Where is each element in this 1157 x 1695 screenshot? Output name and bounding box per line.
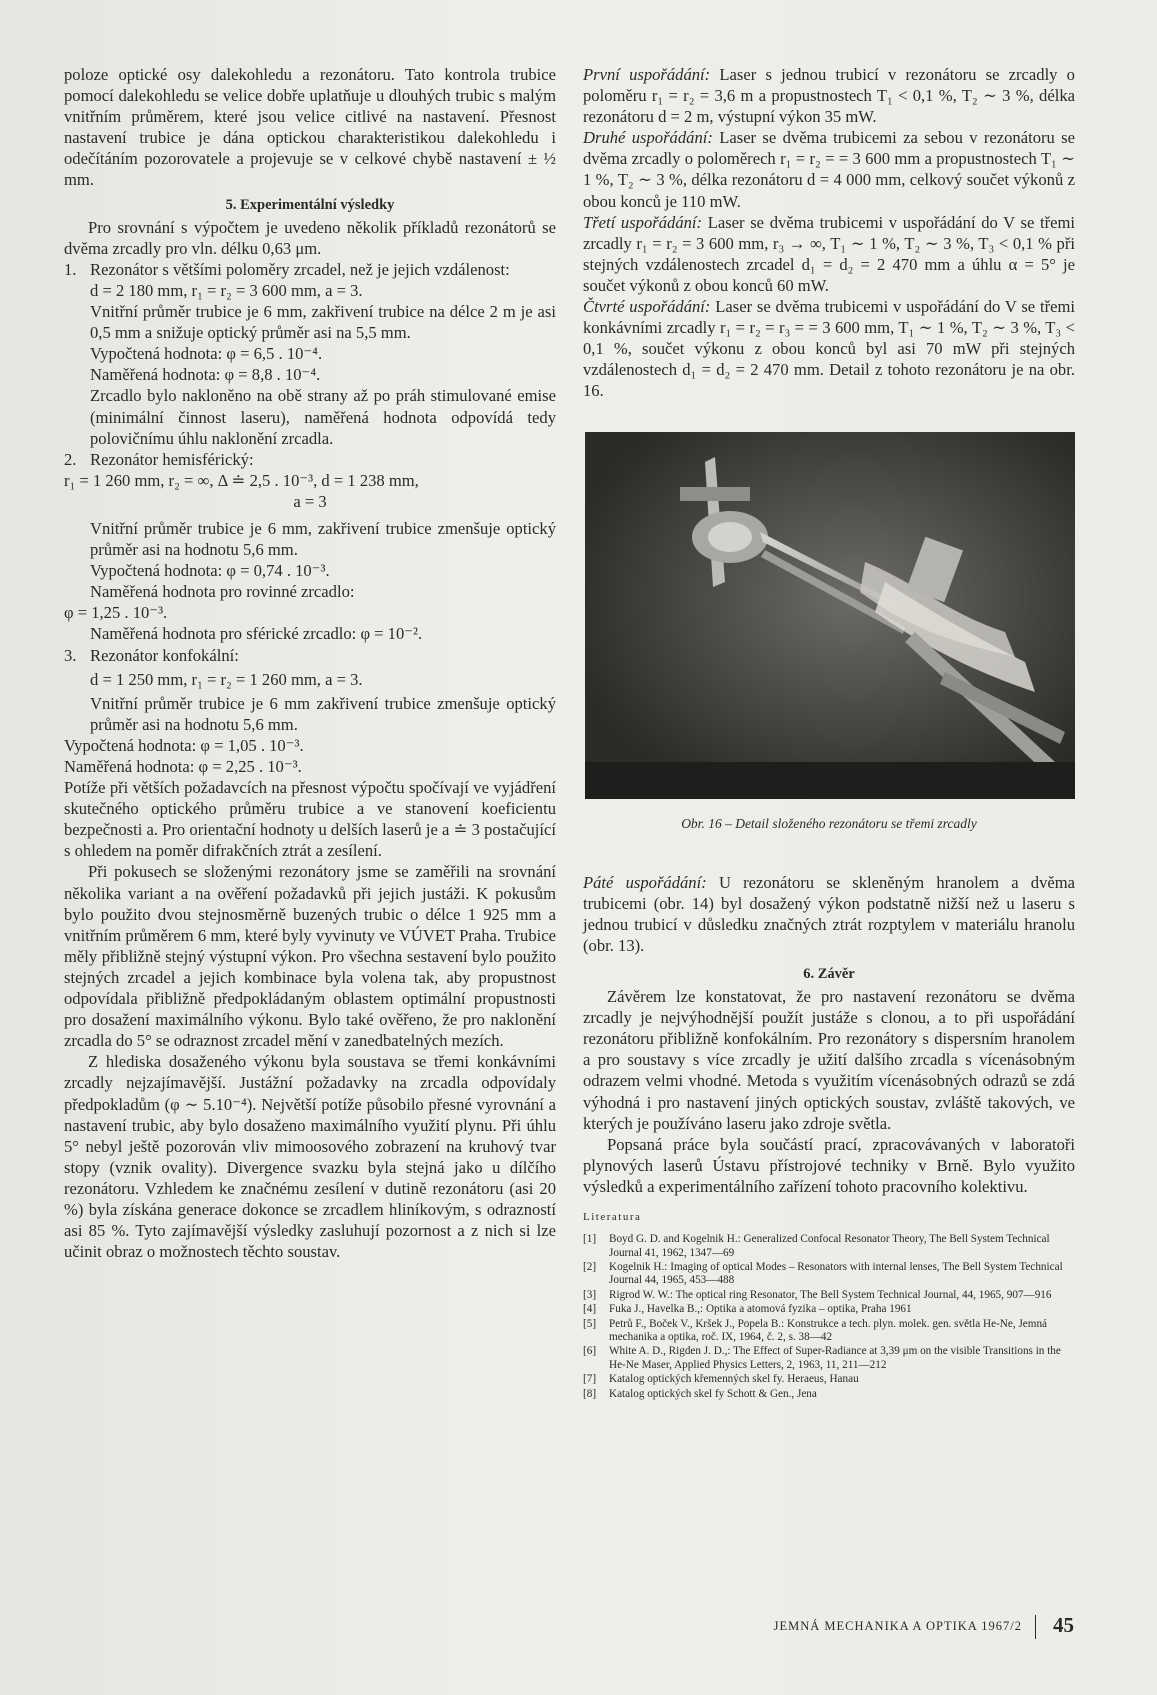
section-heading-6: 6. Závěr (803, 965, 855, 982)
list-item-3 (64, 645, 556, 666)
reference-text: Kogelnik H.: Imaging of optical Modes – Resonators with internal lenses, The Bell System Technical Journal 44, 1965, 453—488 (609, 1260, 1063, 1287)
arrangement-text: Laser se dvěma trubicemi v uspořádání do V se třemi konkávními zrcadly r₁ = r₂ = r₃ = = 3 600 mm, T₁ ∼ 1 %, T₂ ∼ 3 %, T₃ < 0,1 %, součet výkonu z obou konců byl asi 70 mW při stejných vzdálenostech d₁ = d₂ = 2 470 mm. Detail z tohoto rezonátoru je na obr. 16. (583, 297, 1075, 401)
reference-number: [5] (583, 1317, 597, 1330)
resonator-photo-image (585, 432, 1075, 799)
reference-item (583, 1261, 1075, 1288)
calculated-value: Vypočtená hodnota: φ = 6,5 . 10⁻⁴. (90, 344, 323, 364)
item-number: 2. (64, 449, 77, 469)
arrangement-2 (583, 127, 1075, 211)
paragraph: Popsaná práce byla součástí prací, zpracovávaných v laboratoři plynových laserů Ústavu přístrojové techniky v Brně. Bylo využito výsledků a experimentálního zařízení tohoto pracovního kolektivu. (583, 1134, 1075, 1196)
arrangement-lead: Páté uspořádání: (583, 872, 707, 892)
reference-number: [8] (583, 1387, 597, 1400)
footer-divider (1035, 1615, 1036, 1639)
measured-value: φ = 1,25 . 10⁻³. (64, 603, 168, 623)
equation: d = 2 180 mm, r₁ = r₂ = 3 600 mm, a = 3. (90, 280, 363, 300)
journal-name: JEMNÁ MECHANIKA A OPTIKA 1967/2 (773, 1619, 1022, 1633)
item-number: 3. (64, 645, 77, 665)
calculated-value: Vypočtená hodnota: φ = 1,05 . 10⁻³. (64, 735, 304, 755)
arrangement-lead: Třetí uspořádání: (583, 212, 703, 232)
paragraph: Zrcadlo bylo nakloněno na obě strany až po práh stimulované emise (minimální činnost laseru), naměřená hodnota odpovídá tedy polovičnímu úhlu naklonění zrcadla. (90, 386, 556, 448)
equation: d = 1 250 mm, r₁ = r₂ = 1 260 mm, a = 3. (90, 669, 363, 689)
calculated-value: Vypočtená hodnota: φ = 0,74 . 10⁻³. (90, 561, 330, 581)
right-column (583, 64, 1075, 1402)
measured-value: Naměřená hodnota pro sférické zrcadlo: φ = 10⁻². (90, 624, 423, 644)
paragraph: Pro srovnání s výpočtem je uvedeno několik příkladů rezonátorů se dvěma zrcadly pro vln. délku 0,63 μm. (64, 217, 556, 258)
reference-text: White A. D., Rigden J. D.,: The Effect of Super-Radiance at 3,39 μm on the visible Transitions in the He-Ne Maser, Applied Physics Letters, 2, 1963, 11, 211—212 (609, 1345, 1061, 1371)
arrangement-lead: Druhé uspořádání: (583, 128, 713, 148)
reference-text: Rigrod W. W.: The optical ring Resonator, The Bell System Technical Journal, 44, 1965, 907—916 (609, 1288, 1052, 1301)
reference-item (583, 1345, 1075, 1372)
paragraph: Potíže při větších požadavcích na přesnost výpočtu spočívají ve vyjádření skutečného optického průměru trubice a ve stanovení koeficientu bezpečnosti a. Pro orientační hodnoty u delších laserů je a ≐ 3 postačující s ohledem na poměr difrakčních ztrát a zesílení. (64, 778, 556, 861)
arrangement-text: Laser se dvěma trubicemi v uspořádání do V se třemi zrcadly r₁ = r₂ = 3 600 mm, r₃ → ∞, T₁ ∼ 1 %, T₂ ∼ 3 %, T₃ < 0,1 % při stejných vzdálenostech zrcadel d₁ = d₂ = 2 470 mm a úhlu α = 5° je součet výkonů z obou konců 60 mW. (583, 212, 1075, 295)
arrangement-text: Laser se dvěma trubicemi za sebou v rezonátoru se dvěma zrcadly o poloměrech r₁ = r₂ = = 3 600 mm a propustnostech T₁ ∼ 1 %, T₂ ∼ 3 %, délka rezonátoru d = 4 000 mm, celkový součet výkonů z obou konců je 110 mW. (583, 128, 1075, 211)
reference-item (583, 1303, 1075, 1316)
paragraph: Vnitřní průměr trubice je 6 mm, zakřivení trubice na délce 2 m je asi 0,5 mm a snižuje optický průměr asi na 5,5 mm. (90, 302, 556, 343)
arrangement-text: Laser s jednou trubicí v rezonátoru se zrcadly o poloměru r₁ = r₂ = 3,6 m a propustnostech T₁ < 0,1 %, T₂ ∼ 3 %, délka rezonátoru d = 2 m, výstupní výkon 35 mW. (583, 65, 1075, 127)
measured-value: Naměřená hodnota pro rovinné zrcadlo: (90, 582, 355, 602)
reference-item (583, 1388, 1075, 1401)
equation: r₁ = 1 260 mm, r₂ = ∞, Δ ≐ 2,5 . 10⁻³, d = 1 238 mm, (64, 470, 419, 490)
reference-number: [1] (583, 1233, 597, 1246)
item-text: Rezonátor s většími poloměry zrcadel, než je jejich vzdálenost: (90, 259, 510, 279)
reference-item (583, 1289, 1075, 1302)
reference-number: [2] (583, 1260, 597, 1273)
reference-number: [7] (583, 1373, 597, 1386)
reference-number: [4] (583, 1303, 597, 1316)
reference-text: Fuka J., Havelka B.,: Optika a atomová fyzika – optika, Praha 1961 (609, 1303, 912, 1316)
reference-text: Katalog optických křemenných skel fy. Heraeus, Hanau (609, 1373, 859, 1386)
paragraph: Z hlediska dosaženého výkonu byla soustava se třemi konkávními zrcadly nejzajímavější. Justážní požadavky na zrcadla odpovídaly předpokladům (φ ∼ 5.10⁻⁴). Největší potíže působilo přesné vyrovnání a nastavení trubic, aby bylo dosaženo maximálního využití plynu. Při úhlu 5° nebyl ještě pozorován vliv mimoosového zobrazení na kruhový tvar stopy (vznik ovality). Divergence svazku byla stejná jako u dílčího rezonátoru. Vzhledem ke značnému zesílení v dutině rezonátoru (asi 20 %) byla získána generace dokonce se zrcadlem hliníkovým, s odrazností asi 85 %. Tyto zajímavější výsledky zasluhují pozornost a z nich si lze učinit obraz o možnostech těchto soustav. (64, 1052, 556, 1262)
references-list (583, 1233, 1075, 1401)
section-heading-5: 5. Experimentální výsledky (225, 196, 395, 213)
arrangement-text: U rezonátoru se skleněným hranolem a dvěma trubicemi (obr. 14) byl dosažený výkon podstatně nižší než u laseru s jednou trubicí v důsledku značných ztrát rozptylem v materiálu hranolu (obr. 13). (583, 872, 1076, 955)
list-item-1 (64, 259, 556, 280)
figure-caption: Obr. 16 – Detail složeného rezonátoru se třemi zrcadly (681, 815, 977, 831)
page-footer (760, 1611, 1080, 1641)
measured-value: Naměřená hodnota: φ = 8,8 . 10⁻⁴. (90, 365, 321, 385)
left-column (64, 64, 556, 1262)
reference-number: [3] (583, 1288, 597, 1301)
reference-number: [6] (583, 1345, 597, 1358)
paragraph: Závěrem lze konstatovat, že pro nastavení rezonátoru se dvěma zrcadly je nejvýhodnější použít justáže s clonou, a to při uspořádání rezonátoru přibližně konfokálním. Pro rezonátory s dispersním hranolem a pro soustavy s více zrcadly je užití dalšího zrcadla s vícenásobným odrazem velmi vhodné. Metoda s využitím vícenásobných odrazů se zdá výhodná i pro nastavení jiných optických soustav, zvláště takových, ve kterých je používáno laseru jako zdroje světla. (583, 987, 1075, 1133)
reference-item (583, 1318, 1075, 1345)
page-number: 45 (1053, 1613, 1074, 1637)
reference-text: Katalog optických skel fy Schott & Gen., Jena (609, 1387, 817, 1400)
paragraph: Vnitřní průměr trubice je 6 mm zakřivení trubice zmenšuje optický průměr asi na hodnotu 5,6 mm. (90, 693, 556, 734)
paragraph: Vnitřní průměr trubice je 6 mm, zakřivení trubice zmenšuje optický průměr asi na hodnotu 5,6 mm. (90, 518, 556, 560)
arrangement-3 (583, 212, 1075, 296)
arrangement-1 (583, 64, 1075, 127)
arrangement-5 (583, 872, 1075, 956)
item-text: Rezonátor konfokální: (90, 645, 239, 665)
equation-cont: a = 3 (293, 491, 327, 511)
paragraph: Při pokusech se složenými rezonátory jsme se zaměřili na srovnání několika variant a na ověření požadavků při jejich justáži. K pokusům bylo použito dvou stejnosměrně buzených trubic o délce 1 925 mm a vnitřním průměrem 6 mm, které byly vyvinuty ve VÚVET Praha. Trubice měly přibližně stejný výstupní výkon. Pro všechna sestavení bylo použito stejných zrcadel a jejich kombinace byla volena tak, aby propustnost odpovídala přibližně předpokládaným oblastem optimální propustnosti pro dosažení maximálního výkonu. Bylo také ověřeno, že pro naklonění zrcadla do 5° se odraznost zrcadel mění v zanedbatelných mezích. (64, 862, 556, 1051)
reference-text: Petrů F., Boček V., Kršek J., Popela B.: Konstrukce a tech. plyn. molek. gen. světla He-Ne, Jemná mechanika a optika, roč. IX, 1964, č. 2, s. 38—42 (609, 1317, 1048, 1343)
reference-text: Boyd G. D. and Kogelnik H.: Generalized Confocal Resonator Theory, The Bell System Technical Journal 41, 1962, 1347—69 (609, 1233, 1050, 1259)
item-text: Rezonátor hemisférický: (90, 449, 254, 469)
paragraph: poloze optické osy dalekohledu a rezonátoru. Tato kontrola trubice pomocí dalekohledu se velice dobře uplatňuje u dlouhých trubic s malým vnitřním průměrem, které jsou velice citlivé na nastavení. Přesnost nastavení trubice je dána optickou charakteristikou dalekohledu i odečítáním pozorovatele a projevuje se v celkové chybě nastavení ± ½ mm. (64, 65, 556, 190)
arrangement-lead: Čtvrté uspořádání: (583, 297, 711, 317)
figure-16-photo (585, 432, 1075, 799)
measured-value: Naměřená hodnota: φ = 2,25 . 10⁻³. (64, 757, 302, 776)
reference-item (583, 1233, 1075, 1260)
arrangement-4 (583, 296, 1075, 401)
references-title: Literatura (583, 1211, 642, 1223)
arrangement-lead: První uspořádání: (583, 65, 711, 84)
list-item-2 (64, 449, 556, 470)
reference-item (583, 1373, 1075, 1386)
item-number: 1. (64, 259, 77, 279)
